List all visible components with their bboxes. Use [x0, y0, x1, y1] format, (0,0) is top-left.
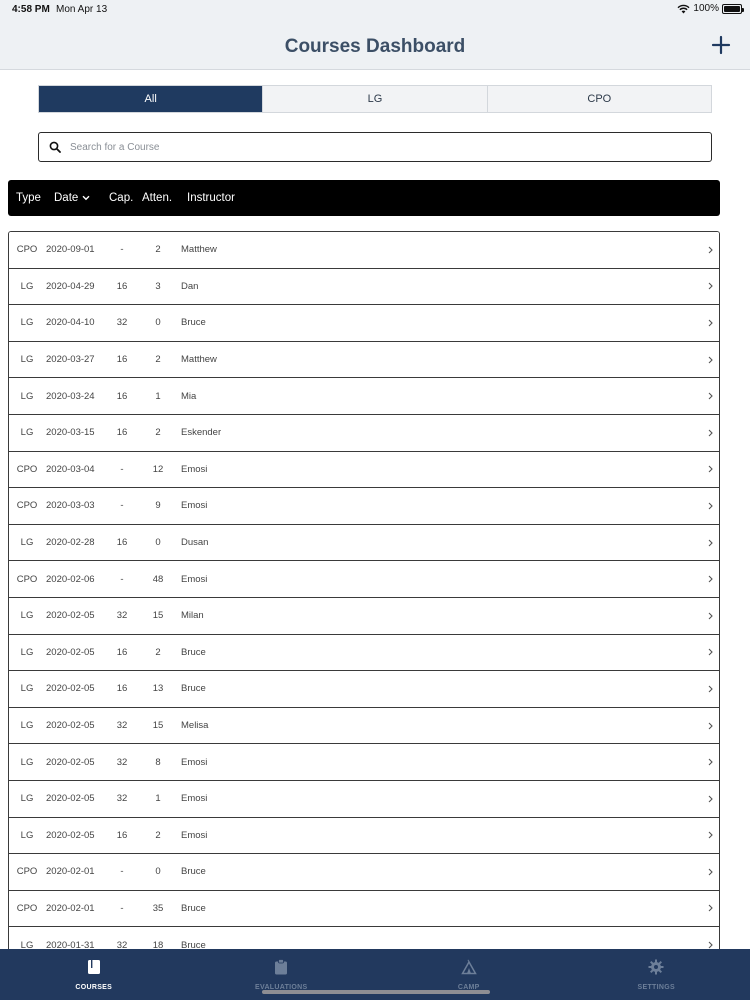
home-indicator	[262, 990, 490, 994]
row-instructor: Matthew	[181, 244, 217, 256]
row-date: 2020-02-06	[46, 573, 95, 585]
row-attendance: 8	[155, 756, 161, 768]
table-header	[8, 180, 720, 216]
row-capacity: 32	[116, 610, 128, 622]
row-type: LG	[20, 390, 34, 402]
row-instructor: Emosi	[181, 463, 208, 475]
row-capacity: -	[120, 866, 124, 878]
row-attendance: 1	[155, 390, 161, 402]
row-type: LG	[20, 317, 34, 329]
row-capacity: 32	[116, 317, 128, 329]
chevron-right-icon	[708, 305, 713, 341]
row-capacity: 16	[116, 646, 128, 658]
row-type: CPO	[16, 463, 38, 475]
nav-bar	[0, 22, 750, 70]
filter-tab-cpo[interactable]: CPO	[587, 93, 612, 105]
row-instructor: Eskender	[181, 427, 222, 439]
status-bar	[0, 0, 750, 22]
row-type: LG	[20, 646, 34, 658]
table-row[interactable]	[9, 488, 719, 525]
row-capacity: 32	[116, 939, 128, 949]
row-capacity: 32	[116, 793, 128, 805]
gear-icon	[648, 959, 664, 980]
row-instructor: Bruce	[181, 902, 206, 914]
row-attendance: 18	[152, 939, 164, 949]
page-title: Courses Dashboard	[284, 36, 466, 57]
search-icon	[49, 141, 61, 153]
row-capacity: -	[120, 463, 124, 475]
table-row[interactable]	[9, 598, 719, 635]
row-date: 2020-02-05	[46, 829, 95, 841]
row-attendance: 35	[152, 902, 164, 914]
row-type: LG	[20, 756, 34, 768]
header-instructor[interactable]: Instructor	[187, 192, 235, 204]
tab-label: SETTINGS	[637, 983, 675, 991]
row-capacity: -	[120, 500, 124, 512]
chevron-right-icon	[708, 452, 713, 488]
row-instructor: Bruce	[181, 683, 206, 695]
row-instructor: Bruce	[181, 866, 206, 878]
wifi-icon	[677, 4, 690, 14]
row-date: 2020-04-10	[46, 317, 95, 329]
row-date: 2020-02-28	[46, 537, 95, 549]
row-attendance: 2	[155, 354, 161, 366]
row-capacity: 16	[116, 829, 128, 841]
chevron-right-icon	[708, 927, 713, 949]
row-type: LG	[20, 683, 34, 695]
table-row[interactable]	[9, 708, 719, 745]
search-input[interactable]	[70, 142, 711, 153]
table-row[interactable]	[9, 818, 719, 855]
row-instructor: Emosi	[181, 500, 208, 512]
row-date: 2020-03-24	[46, 390, 95, 402]
table-row[interactable]	[9, 671, 719, 708]
row-type: CPO	[16, 866, 38, 878]
chevron-right-icon	[708, 342, 713, 378]
row-attendance: 3	[155, 280, 161, 292]
chevron-down-icon	[82, 195, 90, 201]
table-row[interactable]	[9, 305, 719, 342]
row-attendance: 15	[152, 610, 164, 622]
chevron-right-icon	[708, 708, 713, 744]
row-type: LG	[20, 280, 34, 292]
chevron-right-icon	[708, 671, 713, 707]
row-capacity: 16	[116, 537, 128, 549]
row-type: LG	[20, 427, 34, 439]
row-attendance: 0	[155, 537, 161, 549]
header-date[interactable]	[54, 192, 90, 204]
row-date: 2020-02-01	[46, 902, 95, 914]
row-type: LG	[20, 793, 34, 805]
row-instructor: Emosi	[181, 829, 208, 841]
table-row[interactable]	[9, 561, 719, 598]
row-capacity: 16	[116, 354, 128, 366]
add-course-button[interactable]	[710, 34, 732, 56]
row-instructor: Milan	[181, 610, 204, 622]
row-date: 2020-02-05	[46, 793, 95, 805]
chevron-right-icon	[708, 378, 713, 414]
table-row[interactable]	[9, 635, 719, 672]
status-time: 4:58 PM	[12, 4, 50, 15]
row-attendance: 13	[152, 683, 164, 695]
row-instructor: Matthew	[181, 354, 217, 366]
row-capacity: -	[120, 573, 124, 585]
table-row[interactable]	[9, 269, 719, 306]
battery-icon	[722, 4, 742, 14]
status-right	[677, 3, 742, 14]
row-capacity: 16	[116, 427, 128, 439]
table-row[interactable]	[9, 854, 719, 891]
status-date: Mon Apr 13	[56, 4, 108, 15]
row-attendance: 1	[155, 793, 161, 805]
row-instructor: Melisa	[181, 720, 209, 732]
row-type: LG	[20, 829, 34, 841]
course-list	[8, 231, 720, 949]
table-row[interactable]	[9, 927, 719, 949]
clipboard-icon	[274, 959, 288, 980]
tab-label: EVALUATIONS	[255, 983, 308, 991]
row-attendance: 2	[155, 829, 161, 841]
chevron-right-icon	[708, 488, 713, 524]
header-capacity[interactable]: Cap.	[109, 192, 134, 204]
type-filter	[38, 85, 712, 113]
chevron-right-icon	[708, 891, 713, 927]
row-attendance: 12	[152, 463, 164, 475]
row-date: 2020-02-05	[46, 646, 95, 658]
row-attendance: 9	[155, 500, 161, 512]
battery-percent: 100%	[693, 3, 719, 14]
row-instructor: Bruce	[181, 939, 206, 949]
tab-courses[interactable]	[0, 949, 188, 1000]
tab-settings[interactable]	[563, 949, 750, 1000]
row-capacity: -	[120, 244, 124, 256]
row-date: 2020-01-31	[46, 939, 95, 949]
row-type: CPO	[16, 500, 38, 512]
row-date: 2020-02-05	[46, 756, 95, 768]
row-attendance: 0	[155, 866, 161, 878]
book-icon	[87, 959, 101, 980]
filter-tab-all[interactable]: All	[39, 86, 263, 112]
chevron-right-icon	[708, 744, 713, 780]
row-attendance: 0	[155, 317, 161, 329]
tab-label: CAMP	[457, 983, 480, 991]
filter-tab-lg[interactable]: LG	[263, 86, 487, 112]
chevron-right-icon	[708, 269, 713, 305]
row-instructor: Mia	[181, 390, 197, 402]
row-date: 2020-02-05	[46, 683, 95, 695]
row-capacity: 32	[116, 756, 128, 768]
header-type[interactable]: Type	[16, 192, 41, 204]
row-capacity: 16	[116, 390, 128, 402]
table-row[interactable]	[9, 415, 719, 452]
row-instructor: Bruce	[181, 646, 206, 658]
table-row[interactable]	[9, 891, 719, 928]
row-date: 2020-02-01	[46, 866, 95, 878]
row-date: 2020-03-04	[46, 463, 95, 475]
table-row[interactable]	[9, 378, 719, 415]
row-attendance: 2	[155, 427, 161, 439]
table-row[interactable]	[9, 781, 719, 818]
table-row[interactable]	[9, 744, 719, 781]
row-type: LG	[20, 610, 34, 622]
chevron-right-icon	[708, 598, 713, 634]
row-instructor: Emosi	[181, 793, 208, 805]
chevron-right-icon	[708, 232, 713, 268]
row-date: 2020-02-05	[46, 720, 95, 732]
row-type: LG	[20, 537, 34, 549]
row-date: 2020-03-15	[46, 427, 95, 439]
row-attendance: 2	[155, 244, 161, 256]
table-row[interactable]	[9, 342, 719, 379]
row-type: LG	[20, 354, 34, 366]
chevron-right-icon	[708, 818, 713, 854]
row-capacity: 16	[116, 280, 128, 292]
header-date-label: Date	[54, 192, 79, 204]
row-instructor: Emosi	[181, 756, 208, 768]
table-row[interactable]	[9, 232, 719, 269]
chevron-right-icon	[708, 854, 713, 890]
row-type: LG	[20, 939, 34, 949]
chevron-right-icon	[708, 561, 713, 597]
row-attendance: 48	[152, 573, 164, 585]
row-instructor: Bruce	[181, 317, 206, 329]
chevron-right-icon	[708, 525, 713, 561]
row-type: CPO	[16, 573, 38, 585]
row-instructor: Dusan	[181, 537, 209, 549]
row-date: 2020-03-27	[46, 354, 95, 366]
row-type: CPO	[16, 902, 38, 914]
row-instructor: Emosi	[181, 573, 208, 585]
chevron-right-icon	[708, 781, 713, 817]
row-instructor: Dan	[181, 280, 199, 292]
row-capacity: 32	[116, 720, 128, 732]
row-date: 2020-09-01	[46, 244, 95, 256]
row-capacity: -	[120, 902, 124, 914]
row-date: 2020-04-29	[46, 280, 95, 292]
row-date: 2020-02-05	[46, 610, 95, 622]
table-row[interactable]	[9, 525, 719, 562]
search-bar	[38, 132, 712, 162]
tab-label: COURSES	[75, 983, 113, 991]
chevron-right-icon	[708, 415, 713, 451]
row-type: CPO	[16, 244, 38, 256]
row-capacity: 16	[116, 683, 128, 695]
tent-icon	[461, 959, 477, 980]
row-type: LG	[20, 720, 34, 732]
header-attendance[interactable]: Atten.	[142, 192, 173, 204]
table-row[interactable]	[9, 452, 719, 489]
row-attendance: 2	[155, 646, 161, 658]
chevron-right-icon	[708, 635, 713, 671]
row-attendance: 15	[152, 720, 164, 732]
row-date: 2020-03-03	[46, 500, 95, 512]
